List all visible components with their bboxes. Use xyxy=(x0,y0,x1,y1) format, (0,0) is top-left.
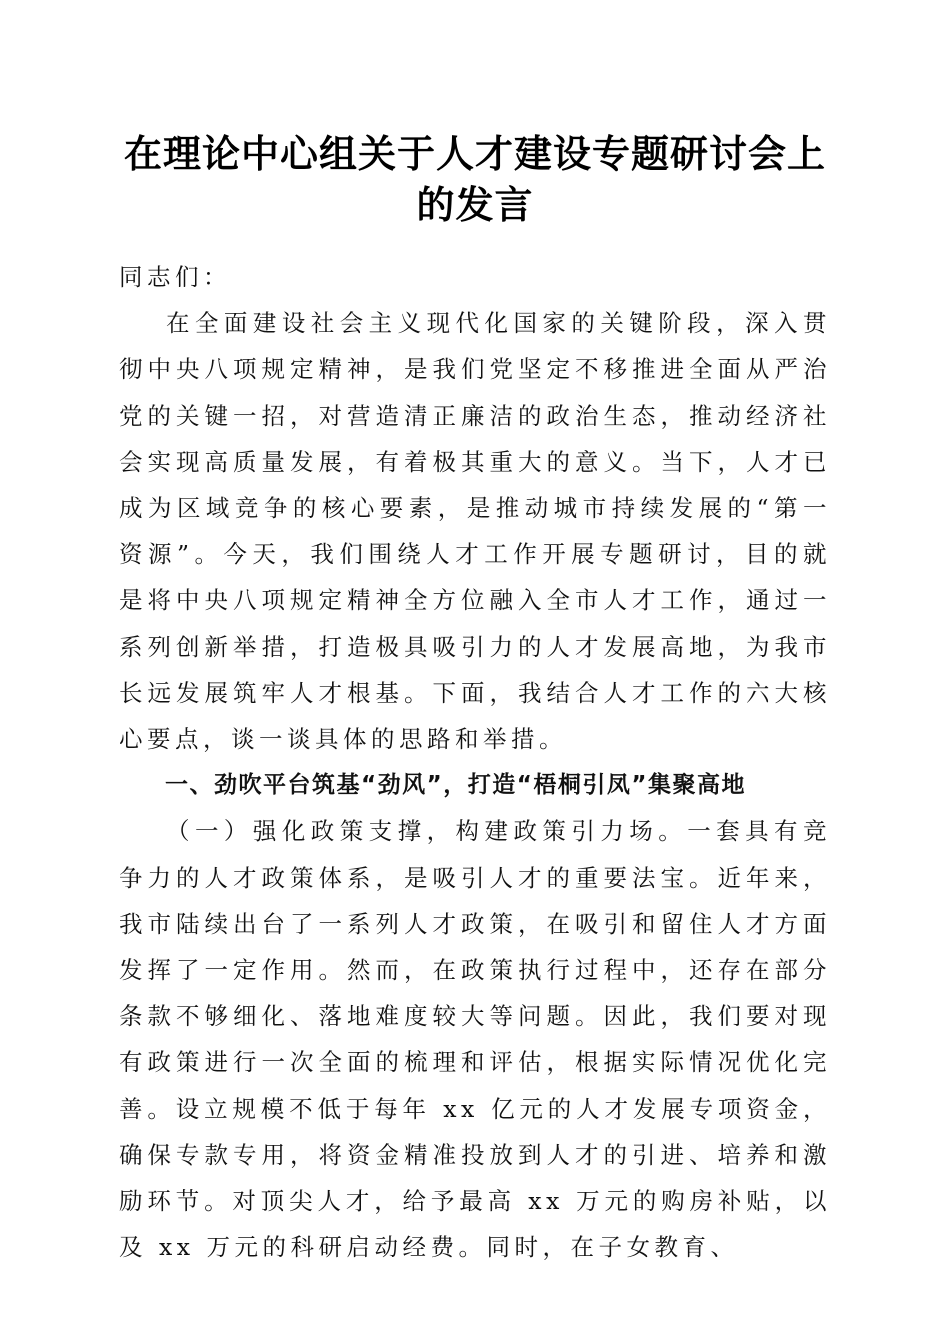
subsection-body: 一套具有竞争力的人才政策体系，是吸引人才的重要法宝。近年来，我市陆续出台了一系列人才政策，在吸引和留住人才方面发挥了一定作用。然而，在政策执行过程中，还存在部分条款不够细化、落地难度较大等问题。因此，我们要对现有政策进行一次全面的梳理和评估，根据实际情况优化完善。设立规模不低于每年 xx 亿元的人才发展专项资金，确保专款专用，将资金精准投放到人才的引进、培养和激励环节。对顶尖人才，给予最高 xx 万元的购房补贴，以及 xx 万元的科研启动经费。同时，在子女教育、 xyxy=(119,817,832,1262)
document-title: 在理论中心组关于人才建设专题研讨会上的发言 xyxy=(123,131,826,227)
subsection-paragraph xyxy=(119,808,831,1270)
salutation: 同志们： xyxy=(119,263,231,291)
subsection-lead: （一）强化政策支撑，构建政策引力场。 xyxy=(166,817,688,846)
intro-paragraph: 在全面建设社会主义现代化国家的关键阶段，深入贯彻中央八项规定精神，是我们党坚定不移推进全面从严治党的关键一招，对营造清正廉洁的政治生态，推动经济社会实现高质量发展，有着极其重大的意义。当下，人才已成为区域竞争的核心要素，是推动城市持续发展的“第一资源”。今天，我们围绕人才工作开展专题研讨，目的就是将中央八项规定精神全方位融入全市人才工作，通过一系列创新举措，打造极具吸引力的人才发展高地，为我市长远发展筑牢人才根基。下面，我结合人才工作的六大核心要点，谈一谈具体的思路和举措。 xyxy=(119,309,831,754)
section-heading: 一、劲吹平台筑基“劲风”，打造“梧桐引凤”集聚高地 xyxy=(165,772,746,799)
document-body xyxy=(119,254,831,1270)
